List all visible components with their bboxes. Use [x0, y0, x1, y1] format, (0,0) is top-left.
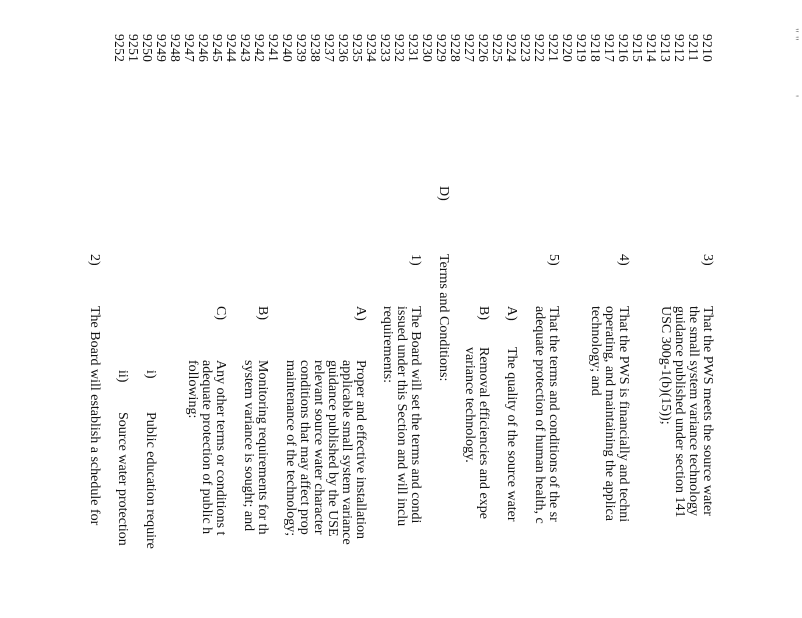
- section-label: D): [436, 186, 451, 201]
- text-line: Monitoring requirements for th: [255, 360, 270, 535]
- line-number: 9250: [140, 34, 155, 63]
- header-mark: " ": [788, 28, 802, 41]
- item-label: A): [504, 306, 519, 321]
- line-number: 9251: [126, 34, 141, 63]
- text-line: Source water protection: [115, 412, 130, 546]
- header-mark: ': [788, 95, 802, 98]
- item-label: B): [476, 306, 491, 320]
- item-label: A): [353, 306, 368, 321]
- text-line: adequate protection of human health, c: [532, 306, 547, 524]
- line-number: 9247: [182, 34, 197, 63]
- text-line: applicable small system variance: [339, 360, 354, 545]
- text-line: relevant source water character: [311, 360, 326, 535]
- line-number: 9214: [644, 34, 659, 63]
- line-number: 9227: [462, 34, 477, 63]
- line-number: 9211: [686, 34, 701, 62]
- line-number: 9237: [322, 34, 337, 63]
- line-number: 9240: [280, 34, 295, 63]
- item-label: 5): [546, 254, 561, 266]
- line-number: 9233: [378, 34, 393, 63]
- text-line: Any other terms or conditions t: [213, 360, 228, 536]
- text-line: That the PWS meets the source water: [700, 306, 715, 516]
- line-number: 9218: [588, 34, 603, 63]
- text-line: issued under this Section and will inclu: [394, 306, 409, 527]
- line-number: 9226: [476, 34, 491, 63]
- item-label: 3): [700, 254, 715, 266]
- text-line: Proper and effective installation: [353, 360, 368, 539]
- text-line: That the PWS is financially and techni: [616, 306, 631, 523]
- line-number: 9219: [574, 34, 589, 63]
- line-number: 9216: [616, 34, 631, 63]
- line-number: 9229: [434, 34, 449, 63]
- text-line: following:: [185, 360, 200, 419]
- line-number: 9243: [238, 34, 253, 63]
- line-number: 9215: [630, 34, 645, 63]
- line-number: 9223: [518, 34, 533, 63]
- item-label: 4): [616, 254, 631, 266]
- item-label: 2): [87, 254, 102, 266]
- item-label: C): [213, 306, 228, 320]
- text-line: That the terms and conditions of the sr: [546, 306, 561, 522]
- line-number: 9232: [392, 34, 407, 63]
- line-number: 9239: [294, 34, 309, 63]
- line-number: 9213: [658, 34, 673, 63]
- item-label: 1): [408, 254, 423, 266]
- text-line: The quality of the source water: [504, 347, 519, 522]
- line-number: 9252: [112, 34, 127, 63]
- section-heading: Terms and Conditions:: [436, 254, 451, 382]
- line-number: 9238: [308, 34, 323, 63]
- line-number: 9235: [350, 34, 365, 63]
- line-number: 9242: [252, 34, 267, 63]
- line-number: 9212: [672, 34, 687, 63]
- text-line: variance technology.: [462, 347, 477, 463]
- text-line: adequate protection of public h: [199, 360, 214, 535]
- line-number: 9249: [154, 34, 169, 63]
- line-number: 9225: [490, 34, 505, 63]
- text-line: conditions that may affect prop: [297, 360, 312, 535]
- text-line: guidance published by the USE: [325, 360, 340, 537]
- text-line: technology; and: [588, 306, 603, 396]
- line-number: 9241: [266, 34, 281, 63]
- line-number: 9220: [560, 34, 575, 63]
- line-number: 9245: [210, 34, 225, 63]
- line-number: 9234: [364, 34, 379, 63]
- item-label: i): [143, 370, 158, 379]
- line-number: 9230: [420, 34, 435, 63]
- text-line: USC 300g-1(b)(15));: [658, 306, 673, 425]
- text-line: requirements:: [380, 306, 395, 383]
- line-number: 9244: [224, 34, 239, 63]
- line-number: 9221: [546, 34, 561, 63]
- item-label: ii): [115, 370, 130, 383]
- text-line: Public education require: [143, 412, 158, 549]
- text-line: the small system variance technology: [686, 306, 701, 516]
- text-line: guidance published under section 141: [672, 306, 687, 518]
- line-number: 9228: [448, 34, 463, 63]
- item-label: B): [255, 306, 270, 320]
- line-number: 9236: [336, 34, 351, 63]
- line-number: 9248: [168, 34, 183, 63]
- text-line: operating, and maintaining the applica: [602, 306, 617, 521]
- line-number: 9222: [532, 34, 547, 63]
- line-number: 9210: [700, 34, 715, 63]
- text-line: maintenance of the technology;: [283, 360, 298, 537]
- text-line: The Board will establish a schedule for: [87, 306, 102, 526]
- line-number: 9217: [602, 34, 617, 63]
- text-line: The Board will set the terms and condi: [408, 306, 423, 524]
- text-line: system variance is sought; and: [241, 360, 256, 532]
- line-number: 9224: [504, 34, 519, 63]
- text-line: Removal efficiencies and expe: [476, 347, 491, 519]
- line-number: 9246: [196, 34, 211, 63]
- line-number: 9231: [406, 34, 421, 63]
